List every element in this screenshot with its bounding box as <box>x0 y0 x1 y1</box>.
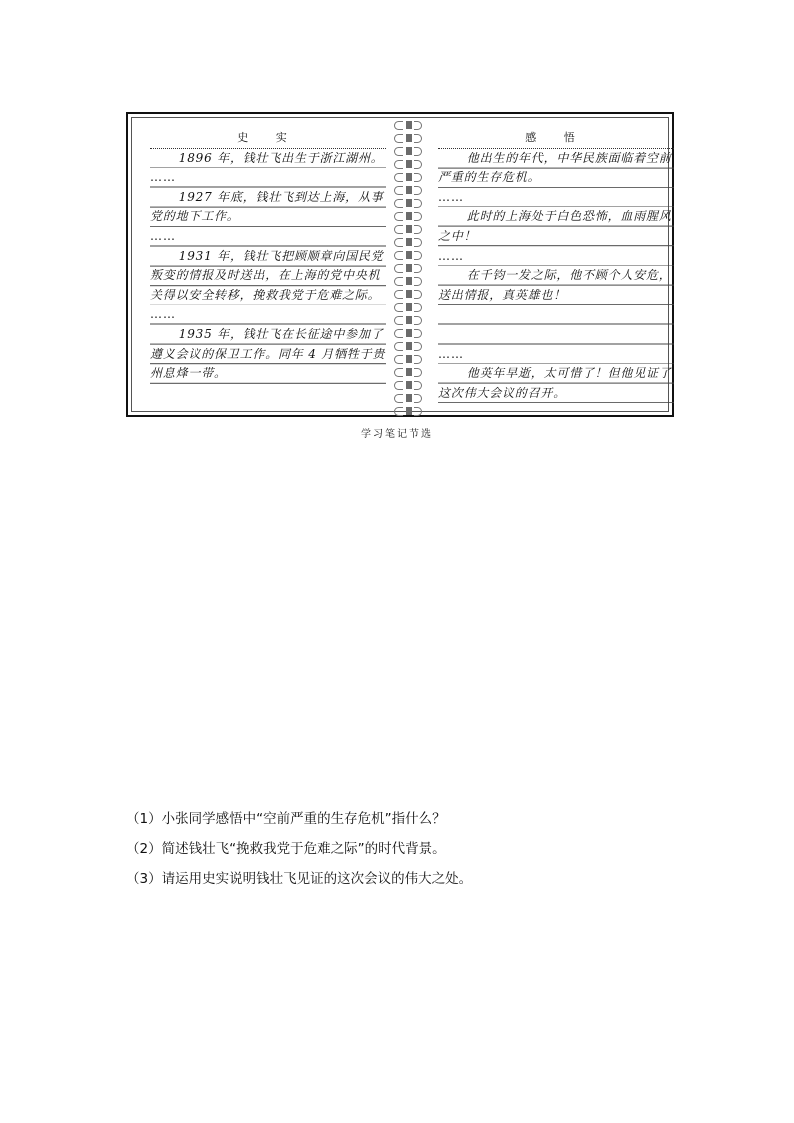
spiral-ring <box>394 263 422 273</box>
spiral-ring <box>394 172 422 182</box>
spiral-ring <box>394 198 422 208</box>
spiral-ring <box>394 237 422 247</box>
left-page-header: 史 实 <box>150 128 386 149</box>
spiral-ring <box>394 380 422 390</box>
study-notebook-image <box>126 112 674 417</box>
spiral-ring <box>394 289 422 299</box>
spiral-ring <box>394 406 422 416</box>
right-entry-4: 他英年早逝，太可惜了！但他见证了这次伟大会议的召开。 <box>438 364 674 403</box>
spiral-ring <box>394 146 422 156</box>
spiral-ring <box>394 328 422 338</box>
left-ellipsis-3: …… <box>150 305 386 325</box>
left-entry-4: 1935 年，钱壮飞在长征途中参加了遵义会议的保卫工作。同年 4 月牺牲于贵州息烽一带。 <box>150 325 386 384</box>
question-list <box>126 809 686 899</box>
notebook-right-page <box>438 128 674 403</box>
notebook-spiral-binding <box>390 118 426 411</box>
spiral-ring <box>394 354 422 364</box>
right-entry-2: 此时的上海处于白色恐怖，血雨腥风之中！ <box>438 207 674 246</box>
spiral-ring <box>394 302 422 312</box>
figure-caption: 学习笔记节选 <box>361 429 433 440</box>
spiral-ring <box>394 159 422 169</box>
right-entry-3: 在千钧一发之际，他不顾个人安危，送出情报，真英雄也！ <box>438 266 674 305</box>
right-blank-line-2 <box>438 325 674 345</box>
spiral-ring <box>394 250 422 260</box>
left-entry-3: 1931 年，钱壮飞把顾顺章向国民党叛变的情报及时送出，在上海的党中央机关得以安全转移，挽救我党于危难之际。 <box>150 247 386 306</box>
question-1: （1）小张同学感悟中“空前严重的生存危机”指什么？ <box>126 811 446 827</box>
right-page-header: 感 悟 <box>438 128 674 149</box>
spiral-ring <box>394 315 422 325</box>
right-ellipsis-2: …… <box>438 247 674 267</box>
right-ellipsis-1: …… <box>438 188 674 208</box>
spiral-ring <box>394 341 422 351</box>
spiral-ring <box>394 393 422 403</box>
question-3: （3）请运用史实说明钱壮飞见证的这次会议的伟大之处。 <box>126 871 473 887</box>
right-entry-1: 他出生的年代，中华民族面临着空前严重的生存危机。 <box>438 149 674 188</box>
spiral-ring <box>394 367 422 377</box>
left-entry-2: 1927 年底，钱壮飞到达上海，从事党的地下工作。 <box>150 188 386 227</box>
spiral-ring <box>394 211 422 221</box>
spiral-ring <box>394 133 422 143</box>
spiral-ring <box>394 185 422 195</box>
spiral-ring <box>394 276 422 286</box>
left-entry-1: 1896 年，钱壮飞出生于浙江湖州。 <box>150 149 386 169</box>
spiral-ring <box>394 224 422 234</box>
notebook-left-page <box>150 128 386 384</box>
spiral-ring <box>394 120 422 130</box>
question-2: （2）简述钱壮飞“挽救我党于危难之际”的时代背景。 <box>126 841 446 857</box>
right-ellipsis-3: …… <box>438 345 674 365</box>
left-ellipsis-2: …… <box>150 227 386 247</box>
right-blank-line-1 <box>438 305 674 325</box>
left-ellipsis-1: …… <box>150 168 386 188</box>
